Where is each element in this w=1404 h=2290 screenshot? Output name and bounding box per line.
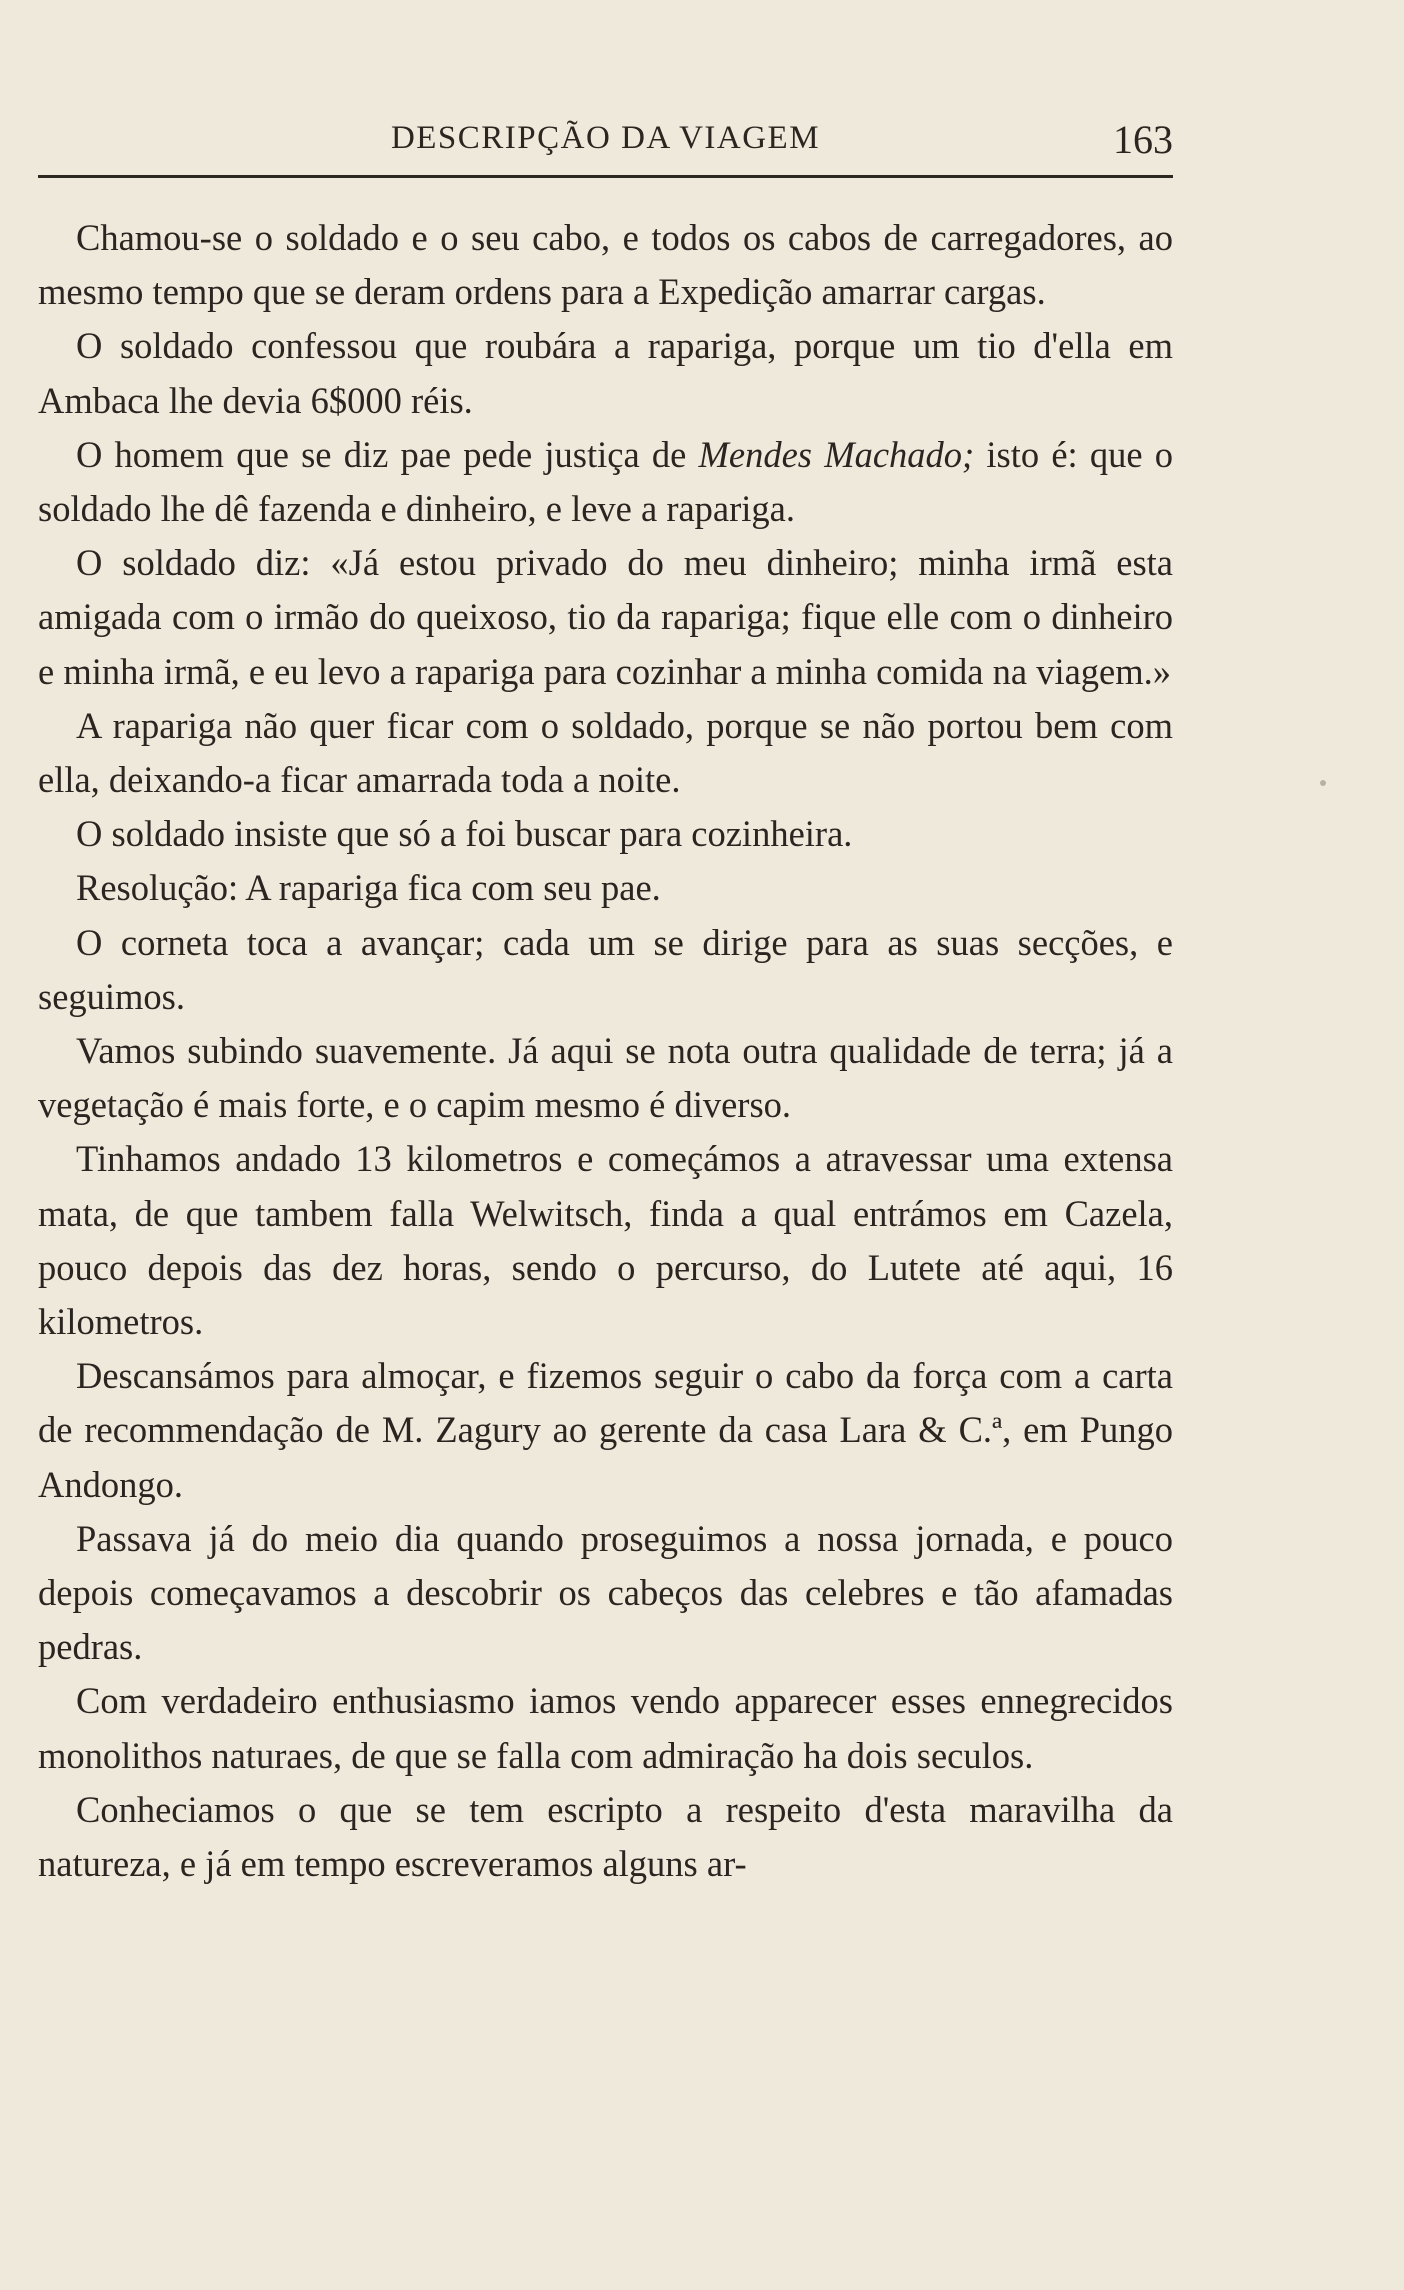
paragraph: A rapariga não quer ficar com o soldado, porque se não portou bem com ella, deixando-a ficar amarrada toda a noite.: [38, 704, 1173, 801]
italic-name: Mendes Machado;: [698, 433, 975, 475]
paragraph: Descansámos para almoçar, e fizemos seguir o cabo da força com a carta de recommendação de M. Zagury ao gerente da casa Lara & C.ª, em Pungo Andongo.: [38, 1355, 1173, 1505]
text-body: [38, 211, 1173, 1891]
paragraph: Vamos subindo suavemente. Já aqui se nota outra qualidade de terra; já a vegetação é mais forte, e o capim mesmo é diverso.: [38, 1030, 1173, 1126]
header-rule: [38, 175, 1173, 178]
paragraph: [38, 428, 1173, 536]
paper-speck: [1320, 780, 1326, 786]
paragraph: O soldado diz: «Já estou privado do meu dinheiro; minha irmã esta amigada com o irmão do queixoso, tio da rapariga; fique elle com o dinheiro e minha irmã, e eu levo a rapariga para cozinhar a minha comida na viagem.»: [38, 542, 1173, 692]
paragraph: O soldado insiste que só a foi buscar para cozinheira.: [76, 813, 853, 855]
paragraph: Com verdadeiro enthusiasmo iamos vendo apparecer esses ennegrecidos monolithos naturaes, de que se falla com admiração ha dois seculos.: [38, 1680, 1173, 1776]
paragraph: O soldado confessou que roubára a rapariga, porque um tio d'ella em Ambaca lhe devia 6$000 réis.: [38, 325, 1173, 421]
paragraph: Chamou-se o soldado e o seu cabo, e todos os cabos de carregadores, ao mesmo tempo que se deram ordens para a Expedição amarrar cargas.: [38, 217, 1173, 313]
paragraph: Passava já do meio dia quando proseguimos a nossa jornada, e pouco depois começavamos a descobrir os cabeços das celebres e tão afamadas pedras.: [38, 1517, 1173, 1668]
running-head: [38, 112, 1173, 162]
paragraph: Tinhamos andado 13 kilometros e começámos a atravessar uma extensa mata, de que tambem falla Welwitsch, finda a qual entrámos em Cazela, pouco depois das dez horas, sendo o percurso, do Lutete até aqui, 16 kilometros.: [38, 1138, 1173, 1343]
paragraph: Conheciamos o que se tem escripto a respeito d'esta maravilha da natureza, e já em tempo escreveramos alguns ar-: [38, 1788, 1173, 1885]
paragraph-text: O homem que se diz pae pede justiça de: [76, 433, 699, 475]
page-number: 163: [1113, 117, 1173, 162]
paragraph-text: isto é: que o soldado lhe dê fazenda e dinheiro, e leve a rapariga.: [38, 433, 1173, 530]
running-title: DESCRIPÇÃO DA VIAGEM: [390, 120, 821, 156]
paragraph: O corneta toca a avançar; cada um se dirige para as suas secções, e seguimos.: [38, 921, 1173, 1017]
paragraph: Resolução: A rapariga fica com seu pae.: [76, 867, 661, 909]
